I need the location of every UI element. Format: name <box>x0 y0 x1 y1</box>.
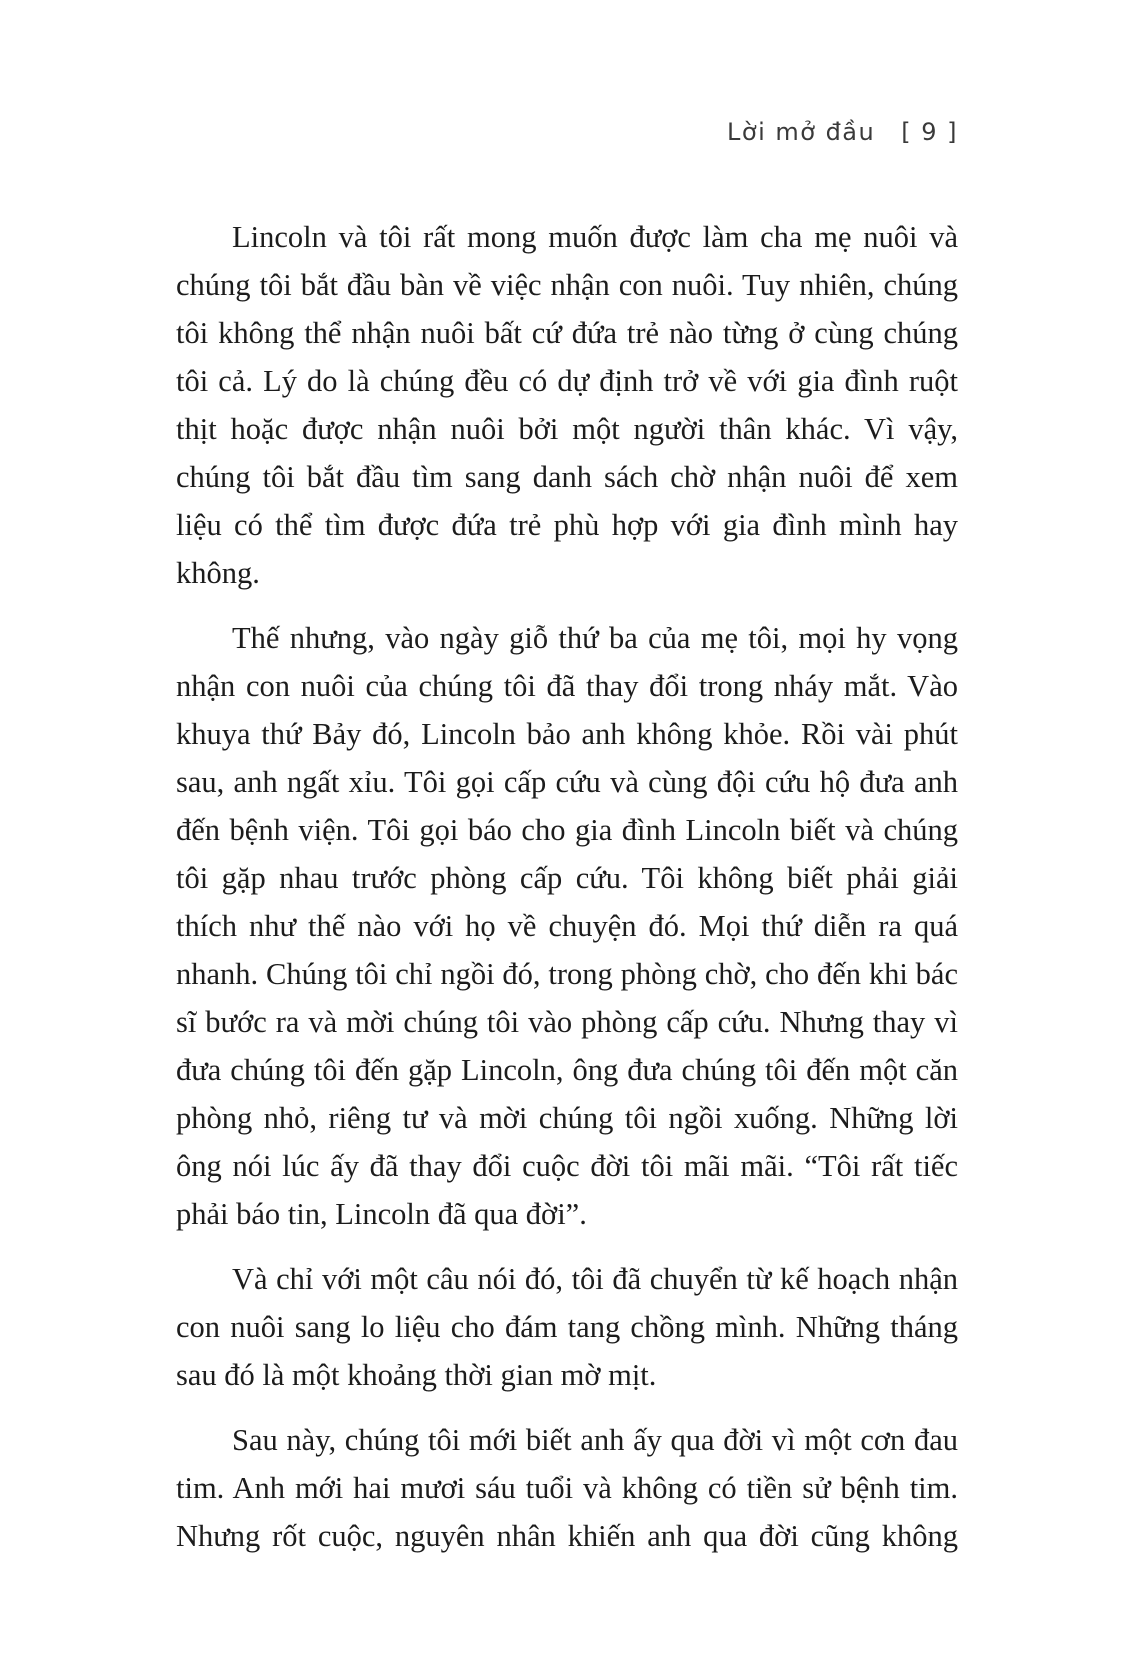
paragraph: Và chỉ với một câu nói đó, tôi đã chuyển từ kế hoạch nhận con nuôi sang lo liệu cho đám tang chồng mình. Những tháng sau đó là một khoảng thời gian mờ mịt. <box>176 1262 958 1392</box>
paragraph: Sau này, chúng tôi mới biết anh ấy qua đời vì một cơn đau tim. Anh mới hai mươi sáu tuổi và không có tiền sử bệnh tim. Nhưng rốt cuộc, nguyên nhân khiến anh qua đời cũng không <box>176 1423 958 1553</box>
paragraph: Lincoln và tôi rất mong muốn được làm cha mẹ nuôi và chúng tôi bắt đầu bàn về việc nhận con nuôi. Tuy nhiên, chúng tôi không thể nhận nuôi bất cứ đứa trẻ nào từng ở cùng chúng tôi cả. Lý do là chúng đều có dự định trở về với gia đình ruột thịt hoặc được nhận nuôi bởi một người thân khác. Vì vậy, chúng tôi bắt đầu tìm sang danh sách chờ nhận nuôi để xem liệu có thể tìm được đứa trẻ phù hợp với gia đình mình hay không. <box>176 220 958 590</box>
body-text <box>176 213 958 1577</box>
paragraph: Thế nhưng, vào ngày giỗ thứ ba của mẹ tôi, mọi hy vọng nhận con nuôi của chúng tôi đã thay đổi trong nháy mắt. Vào khuya thứ Bảy đó, Lincoln bảo anh không khỏe. Rồi vài phút sau, anh ngất xỉu. Tôi gọi cấp cứu và cùng đội cứu hộ đưa anh đến bệnh viện. Tôi gọi báo cho gia đình Lincoln biết và chúng tôi gặp nhau trước phòng cấp cứu. Tôi không biết phải giải thích như thế nào với họ về chuyện đó. Mọi thứ diễn ra quá nhanh. Chúng tôi chỉ ngồi đó, trong phòng chờ, cho đến khi bác sĩ bước ra và mời chúng tôi vào phòng cấp cứu. Nhưng thay vì đưa chúng tôi đến gặp Lincoln, ông đưa chúng tôi đến một căn phòng nhỏ, riêng tư và mời chúng tôi ngồi xuống. Những lời ông nói lúc ấy đã thay đổi cuộc đời tôi mãi mãi. “Tôi rất tiếc phải báo tin, Lincoln đã qua đời”. <box>176 621 958 1231</box>
page-number: [ 9 ] <box>901 118 958 146</box>
chapter-title: Lời mở đầu <box>727 118 876 146</box>
running-head <box>727 118 958 146</box>
